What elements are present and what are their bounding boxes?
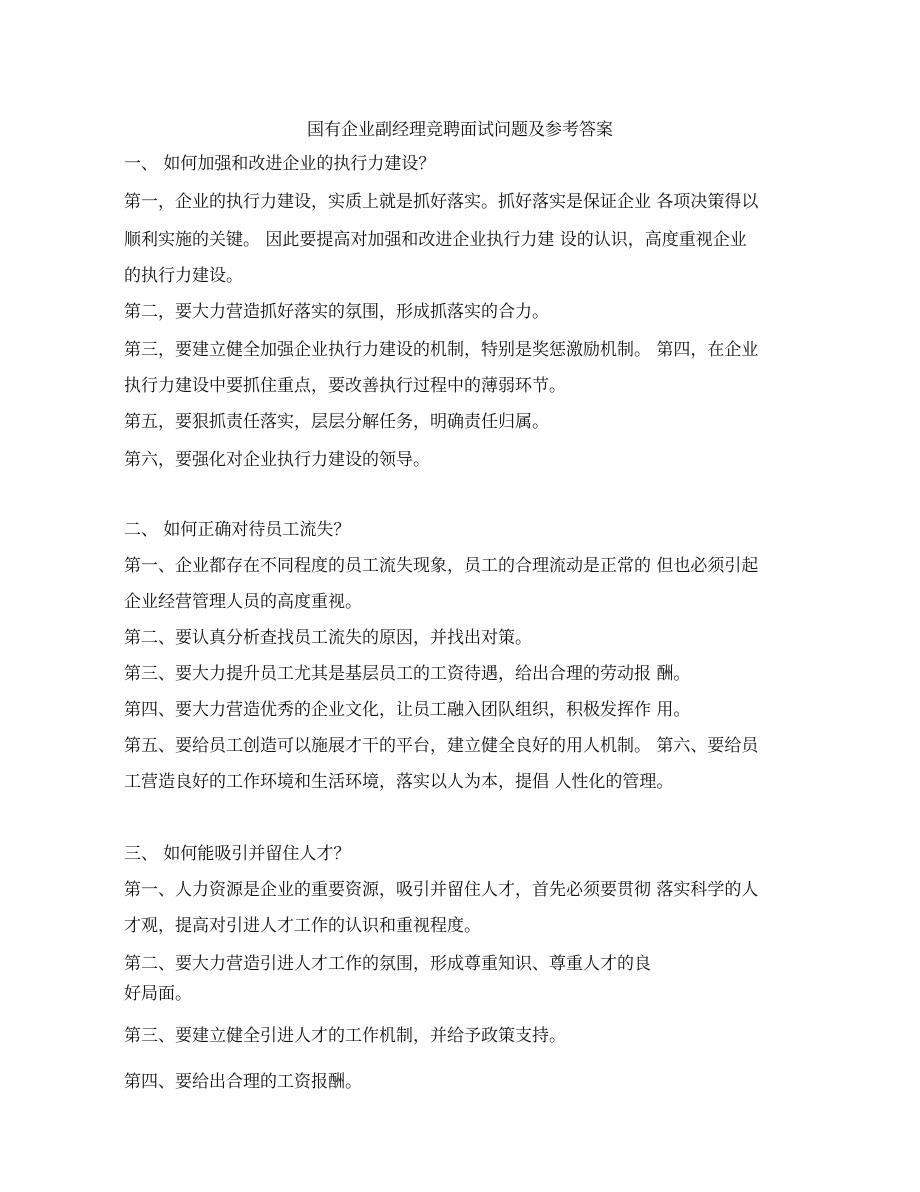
paragraph-line: 第六，要强化对企业执行力建设的领导。 — [124, 450, 430, 470]
paragraph-line: 第四、要给出合理的工资报酬。 — [124, 1072, 362, 1092]
document-title: 国有企业副经理竞聘面试问题及参考答案 — [307, 120, 613, 140]
paragraph-line: 好局面。 — [124, 984, 192, 1004]
paragraph-line: 第一，企业的执行力建设，实质上就是抓好落实。抓好落实是保证企业 各项决策得以 — [124, 192, 759, 212]
paragraph-line: 第四、要大力营造优秀的企业文化，让员工融入团队组织，积极发挥作 用。 — [124, 700, 691, 720]
paragraph-line: 第二、要大力营造引进人才工作的氛围，形成尊重知识、尊重人才的良 — [124, 954, 651, 974]
paragraph-line: 才观，提高对引进人才工作的认识和重视程度。 — [124, 916, 481, 936]
paragraph-line: 第一、企业都存在不同程度的员工流失现象，员工的合理流动是正常的 但也必须引起 — [124, 556, 759, 576]
question-heading-3: 三、 如何能吸引并留住人才？ — [124, 844, 351, 864]
paragraph-line: 第二，要大力营造抓好落实的氛围，形成抓落实的合力。 — [124, 302, 549, 322]
paragraph-line: 第五、要给员工创造可以施展才干的平台，建立健全良好的用人机制。 第六、要给员 — [124, 736, 759, 756]
paragraph-line: 第三、要建立健全引进人才的工作机制，并给予政策支持。 — [124, 1026, 566, 1046]
paragraph-line: 第五，要狠抓责任落实，层层分解任务，明确责任归属。 — [124, 412, 549, 432]
paragraph-line: 的执行力建设。 — [124, 266, 243, 286]
paragraph-line: 第三，要建立健全加强企业执行力建设的机制，特别是奖惩激励机制。 第四，在企业 — [124, 340, 759, 360]
paragraph-line: 第二、要认真分析查找员工流失的原因，并找出对策。 — [124, 628, 532, 648]
paragraph-line: 顺利实施的关键。 因此要提高对加强和改进企业执行力建 设的认识，高度重视企业 — [124, 230, 747, 250]
question-heading-2: 二、 如何正确对待员工流失？ — [124, 520, 351, 540]
paragraph-line: 工营造良好的工作环境和生活环境，落实以人为本，提倡 人性化的管理。 — [124, 772, 674, 792]
paragraph-line: 第一、人力资源是企业的重要资源，吸引并留住人才，首先必须要贯彻 落实科学的人 — [124, 880, 759, 900]
question-heading-1: 一、 如何加强和改进企业的执行力建设？ — [124, 154, 436, 174]
paragraph-line: 第三、要大力提升员工尤其是基层员工的工资待遇，给出合理的劳动报 酬。 — [124, 664, 691, 684]
paragraph-line: 企业经营管理人员的高度重视。 — [124, 592, 362, 612]
paragraph-line: 执行力建设中要抓住重点，要改善执行过程中的薄弱环节。 — [124, 376, 566, 396]
